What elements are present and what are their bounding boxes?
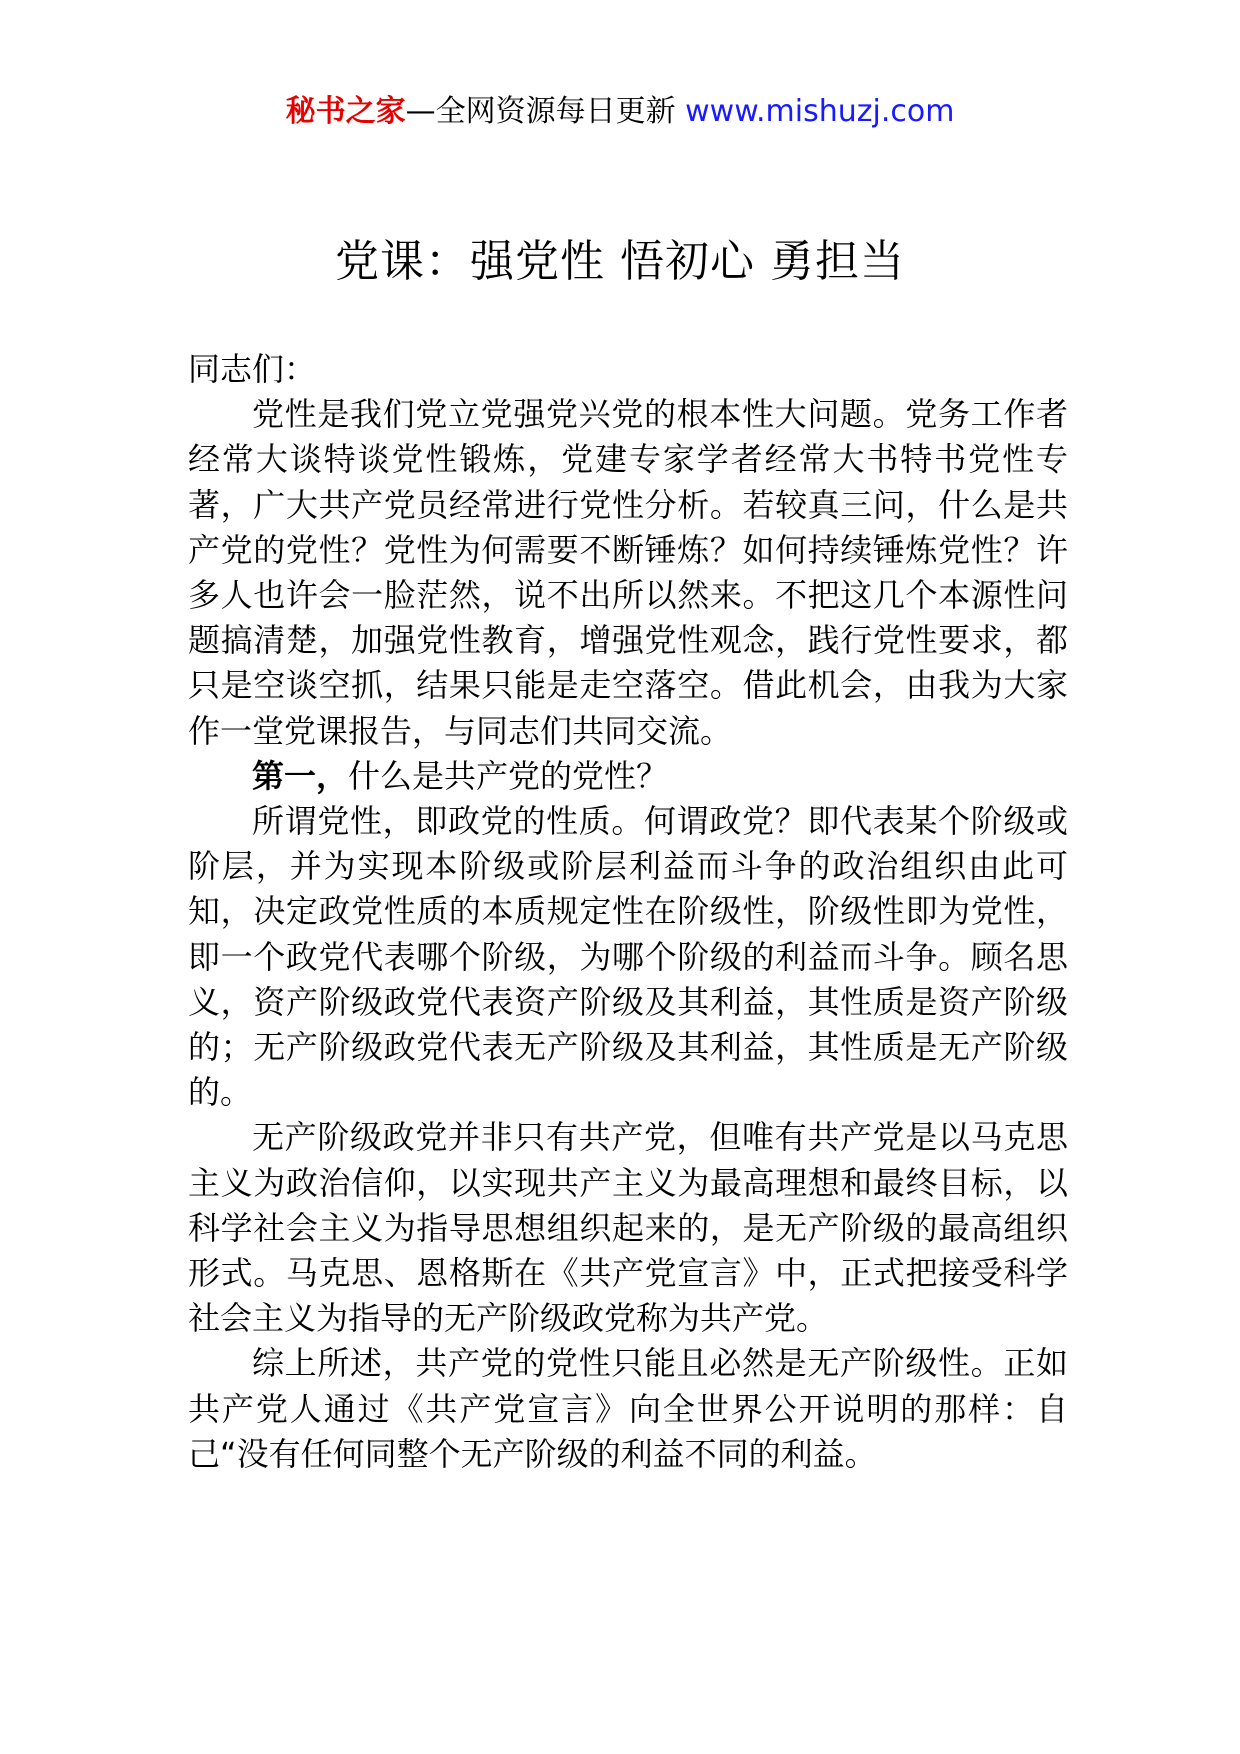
site-url-link[interactable]: www.mishuzj.com	[685, 94, 955, 129]
site-brand: 秘书之家	[285, 94, 406, 129]
section-heading-text: 什么是共产党的党性？	[348, 756, 669, 795]
section-heading-1	[188, 754, 1068, 799]
section1-paragraph-2: 无产阶级政党并非只有共产党，但唯有共产党是以马克思主义为政治信仰，以实现共产主义为最高理想和最终目标，以科学社会主义为指导思想组织起来的，是无产阶级的最高组织形式。马克思、恩格斯在《共产党宣言》中，正式把接受科学社会主义为指导的无产阶级政党称为共产党。	[188, 1118, 1068, 1338]
document-body	[188, 347, 1068, 1477]
intro-paragraph: 党性是我们党立党强党兴党的根本性大问题。党务工作者经常大谈特谈党性锻炼，党建专家学者经常大书特书党性专著，广大共产党员经常进行党性分析。若较真三问，什么是共产党的党性？党性为何需要不断锤炼？如何持续锤炼党性？许多人也许会一脸茫然，说不出所以然来。不把这几个本源性问题搞清楚，加强党性教育，增强党性观念，践行党性要求，都只是空谈空抓，结果只能是走空落空。借此机会，由我为大家作一堂党课报告，与同志们共同交流。	[188, 395, 1068, 750]
section1-paragraph-1: 所谓党性，即政党的性质。何谓政党？即代表某个阶级或阶层，并为实现本阶级或阶层利益而斗争的政治组织由此可知，决定政党性质的本质规定性在阶级性，阶级性即为党性，即一个政党代表哪个阶级，为哪个阶级的利益而斗争。顾名思义，资产阶级政党代表资产阶级及其利益，其性质是资产阶级的；无产阶级政党代表无产阶级及其利益，其性质是无产阶级的。	[188, 802, 1068, 1112]
section1-paragraph-3: 综上所述，共产党的党性只能且必然是无产阶级性。正如共产党人通过《共产党宣言》向全世界公开说明的那样：自己“没有任何同整个无产阶级的利益不同的利益。	[188, 1344, 1068, 1473]
site-header	[0, 92, 1240, 132]
site-tagline: —全网资源每日更新	[405, 94, 686, 129]
salutation: 同志们：	[188, 350, 317, 388]
document-title: 党课：强党性 悟初心 勇担当	[335, 236, 905, 287]
section-heading-lead: 第一，	[252, 756, 349, 795]
